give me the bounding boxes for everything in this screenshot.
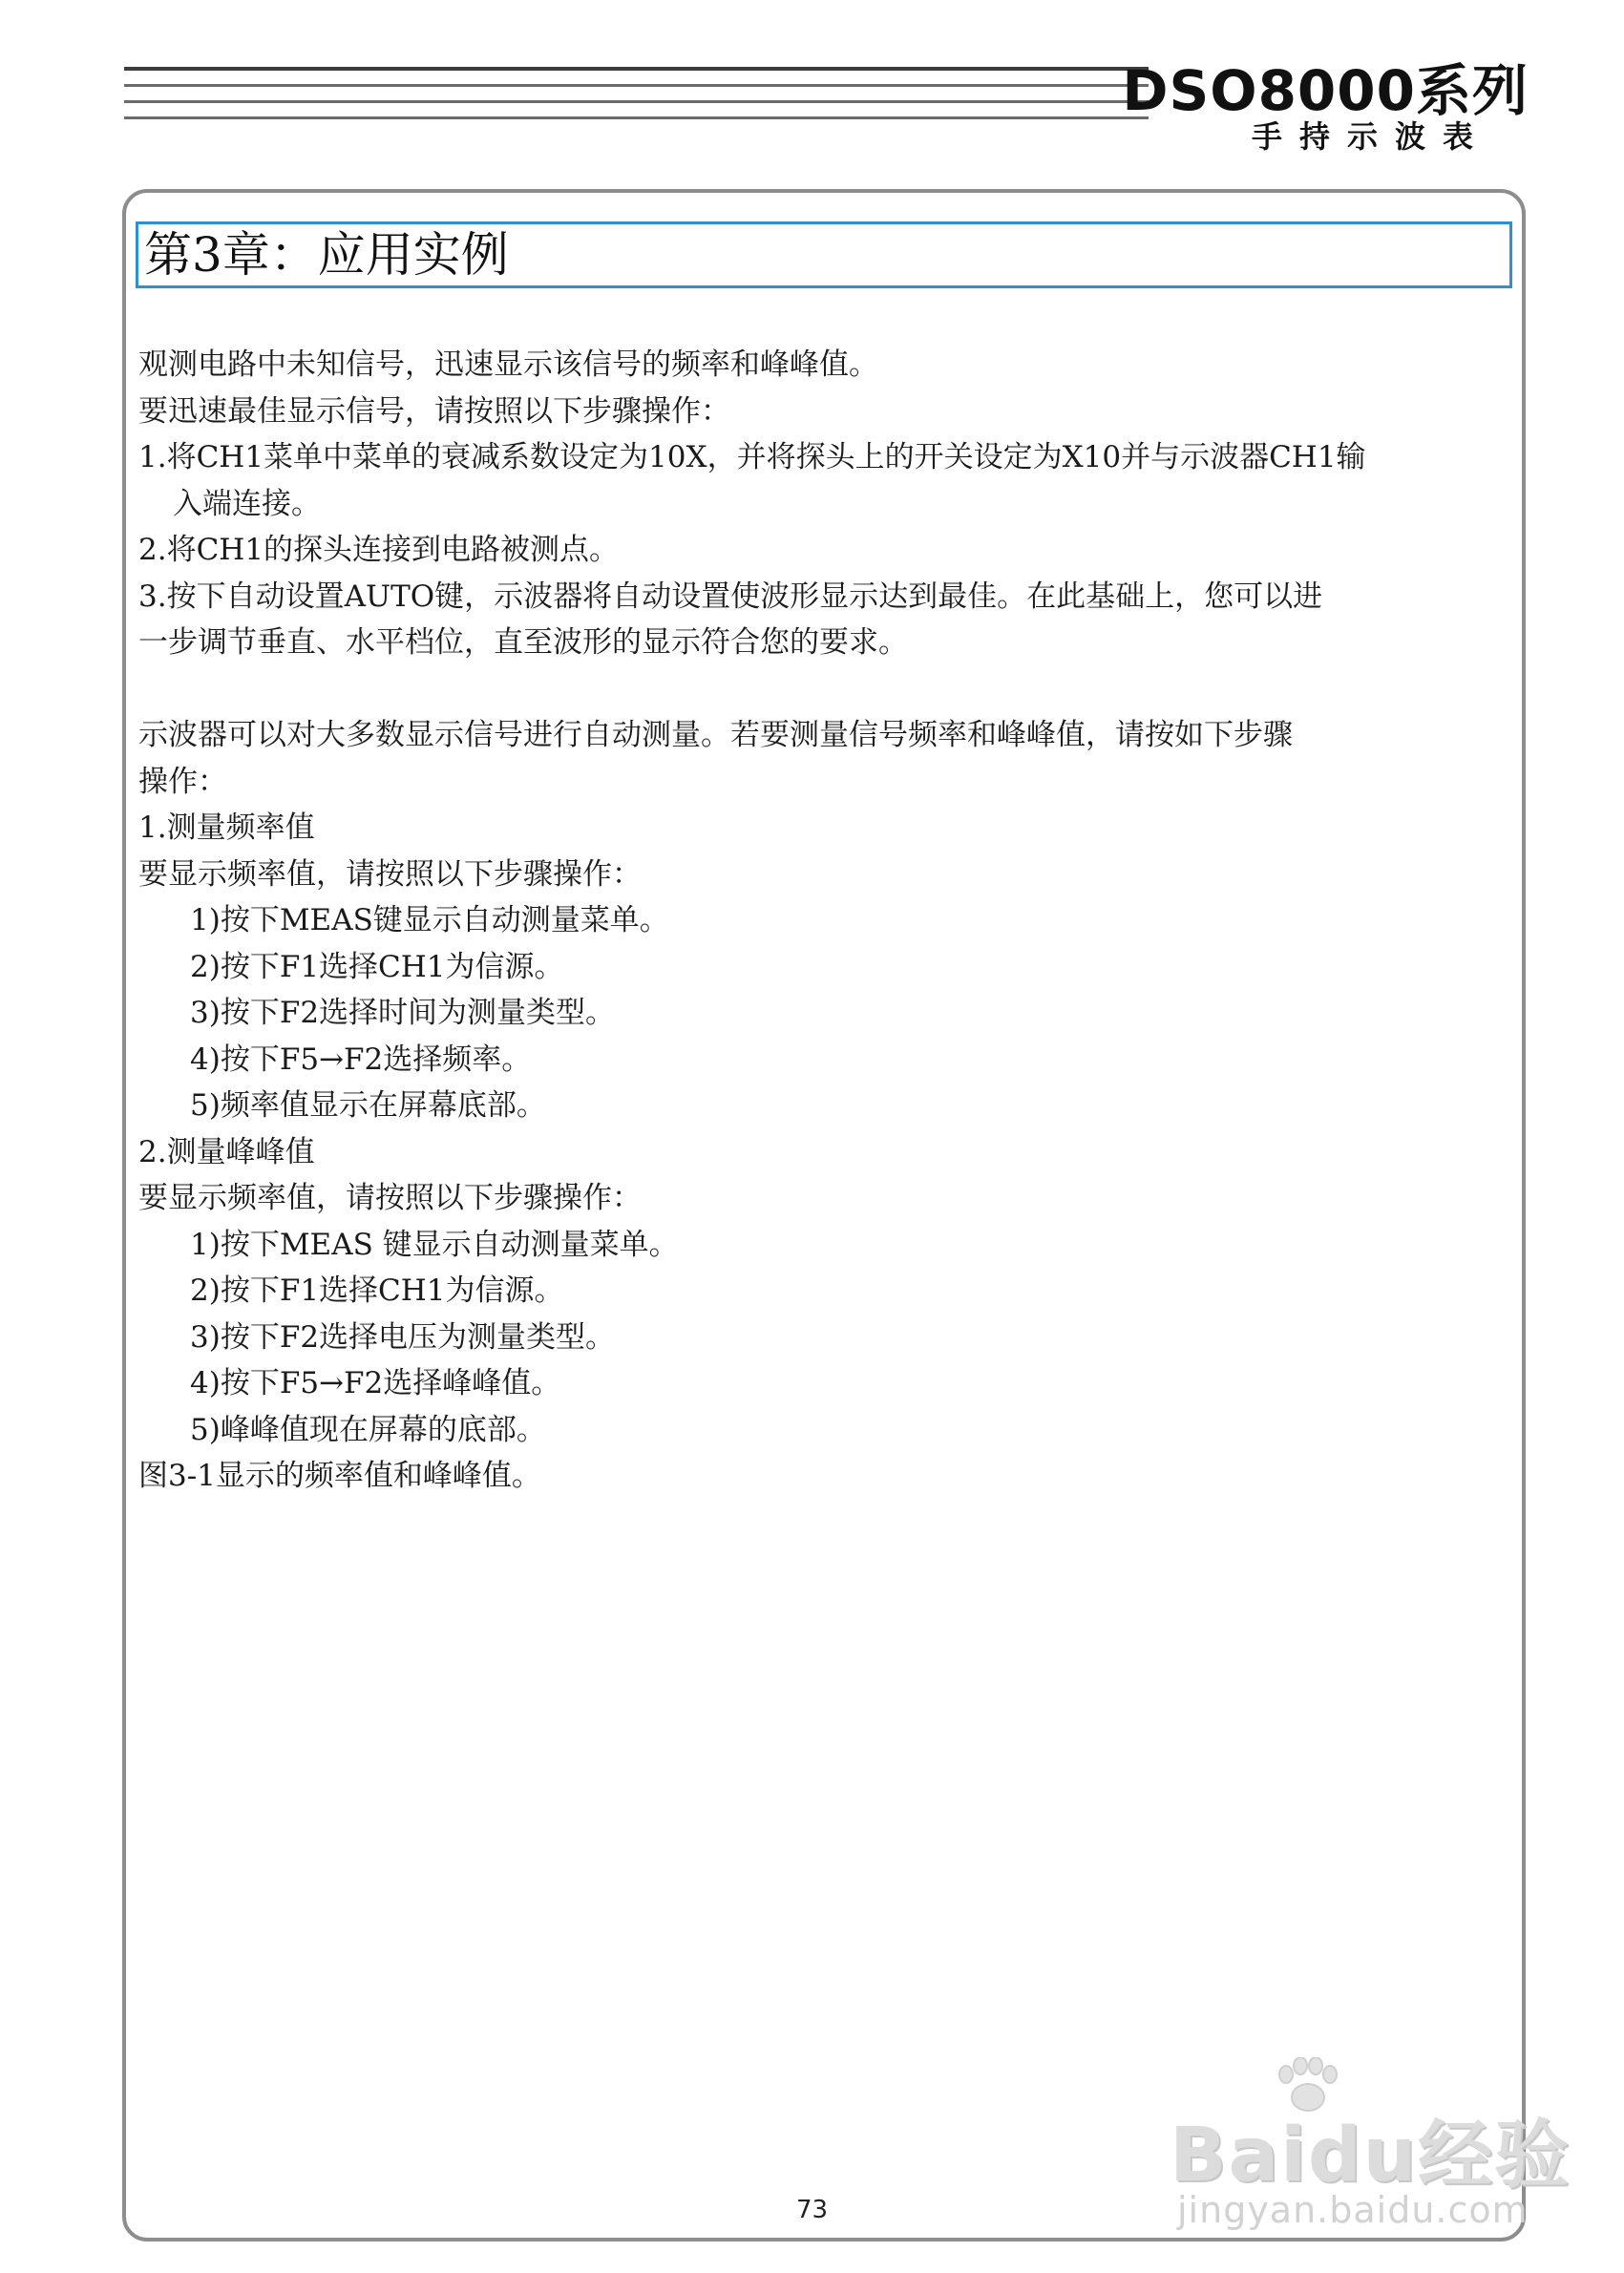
peak-to-peak-step: 4)按下F5→F2选择峰峰值。 <box>190 1366 561 1400</box>
setup-step-3: 3.按下自动设置AUTO键，示波器将自动设置使波形显示达到最佳。在此基础上，您可以进 <box>138 579 1323 614</box>
measure-paragraph-line: 操作： <box>138 764 227 799</box>
peak-to-peak-step: 1)按下MEAS 键显示自动测量菜单。 <box>190 1227 679 1262</box>
watermark-url: jingyan.baidu.com <box>1177 2189 1529 2231</box>
setup-step-1: 1.将CH1菜单中菜单的衰减系数设定为10X，并将探头上的开关设定为X10并与示波器CH1输 <box>138 440 1366 474</box>
peak-to-peak-step: 3)按下F2选择电压为测量类型。 <box>190 1319 616 1355</box>
watermark-logo-text: Baidu经验 <box>1170 2113 1571 2199</box>
intro-paragraph-line: 观测电路中未知信号，迅速显示该信号的频率和峰峰值。 <box>138 347 878 382</box>
measure-paragraph-line: 示波器可以对大多数显示信号进行自动测量。若要测量信号频率和峰峰值，请按如下步骤 <box>138 718 1293 752</box>
intro-paragraph-line: 要迅速最佳显示信号，请按照以下步骤操作： <box>138 393 730 429</box>
peak-to-peak-step: 2)按下F1选择CH1为信源。 <box>190 1273 564 1308</box>
body-content <box>138 342 1513 1500</box>
setup-step-3-continued: 一步调节垂直、水平档位，直至波形的显示符合您的要求。 <box>138 625 908 660</box>
frequency-section-intro: 要显示频率值，请按照以下步骤操作： <box>138 856 642 892</box>
setup-step-2: 2.将CH1的探头连接到电路被测点。 <box>138 533 620 567</box>
chapter-heading: 第3章：应用实例 <box>136 221 1512 288</box>
page-number: 73 <box>795 2196 829 2224</box>
frequency-step: 2)按下F1选择CH1为信源。 <box>190 949 564 984</box>
frequency-section-heading: 1.测量频率值 <box>138 810 315 845</box>
frequency-step: 3)按下F2选择时间为测量类型。 <box>190 996 616 1030</box>
header-rule-lines <box>124 67 1149 133</box>
series-subtitle: 手持示波表 <box>1251 118 1490 155</box>
setup-step-1-continued: 入端连接。 <box>173 486 321 521</box>
series-title: DSO8000系列 <box>1122 58 1529 123</box>
peak-to-peak-section-heading: 2.测量峰峰值 <box>138 1134 315 1169</box>
frequency-step: 1)按下MEAS键显示自动测量菜单。 <box>190 903 669 937</box>
baidu-jingyan-watermark <box>1150 2057 1571 2239</box>
peak-to-peak-step: 5)峰峰值现在屏幕的底部。 <box>190 1412 546 1447</box>
frequency-step: 5)频率值显示在屏幕底部。 <box>190 1088 546 1123</box>
figure-reference: 图3-1显示的频率值和峰峰值。 <box>138 1459 541 1493</box>
peak-to-peak-section-intro: 要显示频率值，请按照以下步骤操作： <box>138 1181 642 1215</box>
frequency-step: 4)按下F5→F2选择频率。 <box>190 1042 532 1077</box>
